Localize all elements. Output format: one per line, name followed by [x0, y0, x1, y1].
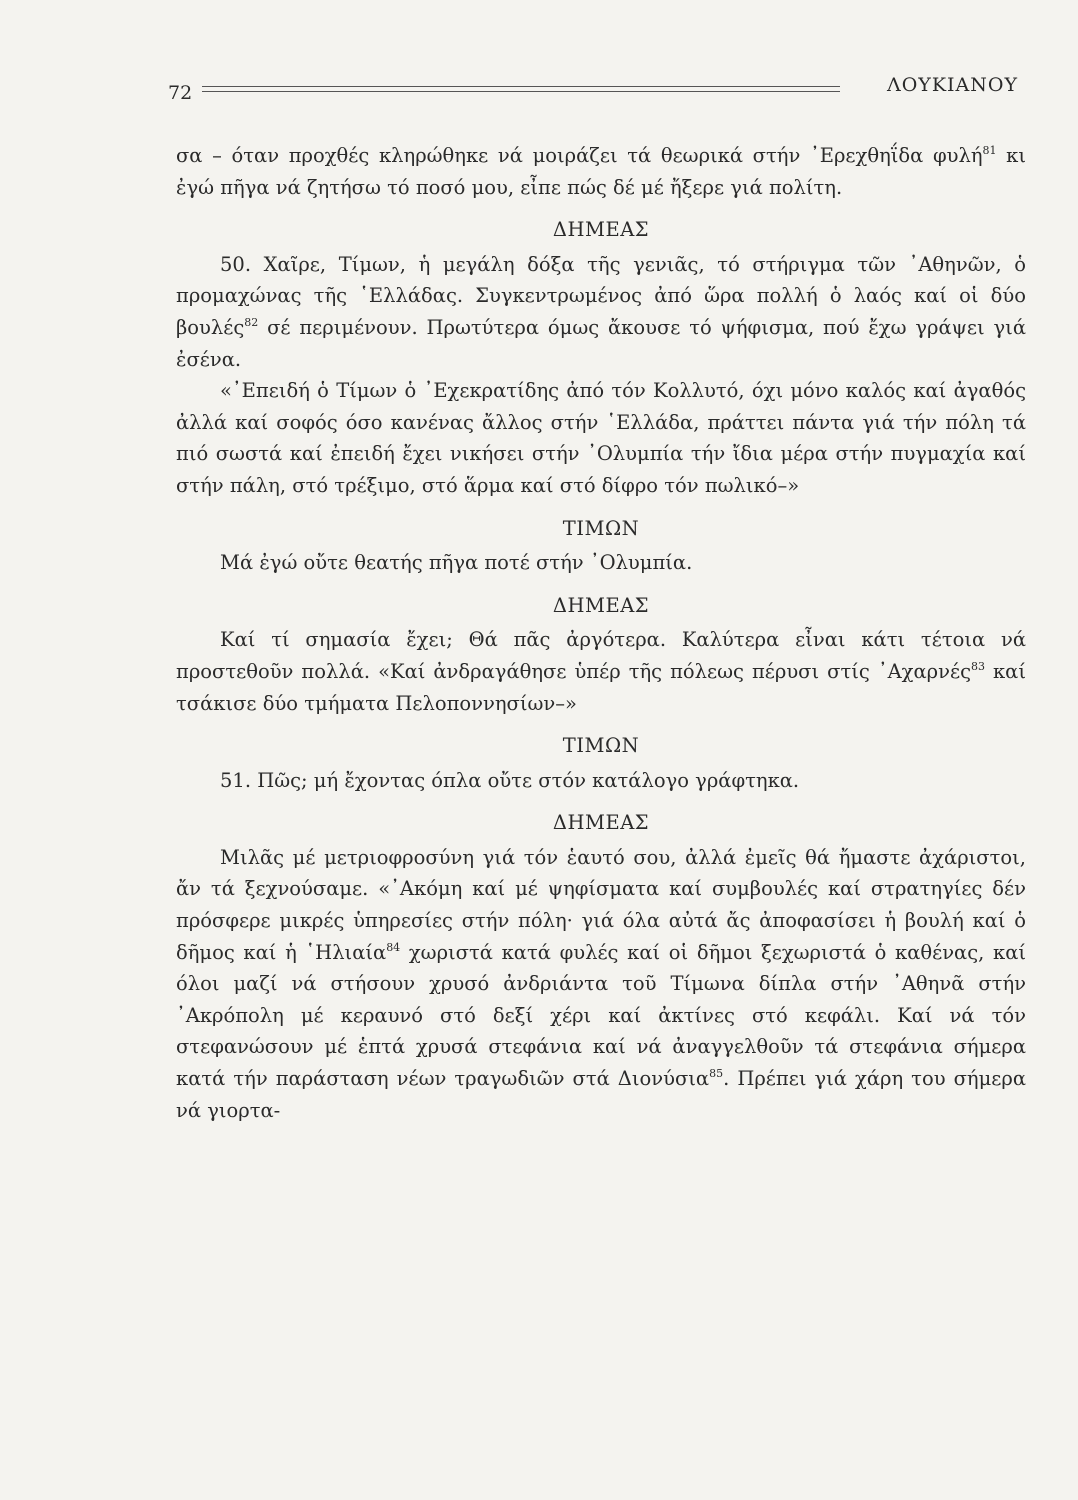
footnote-marker: 85 — [709, 1067, 724, 1081]
paragraph — [176, 624, 1026, 719]
text-run: σέ περιμένουν. Πρωτύτερα όμως ἄκουσε τό ψήφισμα, πού ἔχω γράψει γιά ἐσένα. — [176, 315, 1026, 371]
paragraph — [176, 547, 1026, 579]
text-run: σα – όταν προχθές κληρώθηκε νά μοιράζει τά θεωρικά στήν ᾽Ερεχθηΐδα φυλή — [176, 144, 983, 167]
text-run: καί τσάκισε δύο τμήματα Πελοποννησίων–» — [176, 659, 1026, 715]
paragraph — [176, 140, 1026, 203]
text-run: κι ἐγώ πῆγα νά ζητήσω τό ποσό μου, εἶπε πώς δέ μέ ἤξερε γιά πολίτη. — [176, 144, 1026, 199]
header-double-rule — [202, 86, 840, 92]
text-run: Καί τί σημασία ἔχει; Θά πᾶς ἀργότερα. Καλύτερα εἶναι κάτι τέτοια νά προστεθοῦν πολλά. «Καί ἀνδραγάθησε ὑπέρ τῆς πόλεως πέρυσι στίς ᾽Αχαρνές — [176, 628, 1026, 683]
page-number: 72 — [168, 82, 193, 104]
footnote-marker: 84 — [386, 940, 401, 954]
paragraph — [176, 842, 1026, 1126]
speaker-heading: ΤΙΜΩΝ — [562, 516, 640, 540]
speaker-heading: ΤΙΜΩΝ — [562, 734, 640, 758]
text-run: χωριστά κατά φυλές καί οἱ δῆμοι ξεχωριστά ὁ καθένας, καί όλοι μαζί νά στήσουν χρυσό ἀνδριάντα τοῦ Τίμωνα δίπλα στήν ᾽Αθηνᾶ στήν ᾽Ακρόπολη μέ κεραυνό στό δεξί χέρι καί ἀκτίνες στό κεφάλι. Καί νά τόν στεφανώσουν μέ ἑπτά χρυσά στεφάνια καί νά ἀναγγελθοῦν τά στεφάνια σήμερα κατά τήν παράσταση νέων τραγωδιῶν στά Διονύσια — [176, 940, 1027, 1091]
paragraph — [176, 375, 1026, 501]
text-run: Μιλᾶς μέ μετριοφροσύνη γιά τόν ἑαυτό σου, ἀλλά ἐμεῖς θά ἤμαστε ἀχάριστοι, ἄν τά ξεχνούσαμε. «᾽Ακόμη καί μέ ψηφίσματα καί συμβουλές καί στρατηγίες δέν πρόσφερε μικρές ὑπηρεσίες στήν πόλη· γιά όλα αὐτά ἄς ἀποφασίσει ἡ βουλή καί ὁ δῆμος καί ἡ ῾Ηλιαία — [176, 845, 1026, 964]
speaker-heading: ΔΗΜΕΑΣ — [552, 593, 650, 617]
speaker-heading: ΔΗΜΕΑΣ — [552, 811, 650, 835]
text-run: «᾽Επειδή ὁ Τίμων ὁ ᾽Εχεκρατίδης ἀπό τόν Κολλυτό, όχι μόνο καλός καί ἀγαθός ἀλλά καί σοφός όσο κανένας ἄλλος στήν ῾Ελλάδα, πράττει πάντα γιά τήν πόλη τά πιό σωστά καί ἐπειδή ἔχει νικήσει στήν ᾽Ολυμπία τήν ἴδια μέρα στήν πυγμαχία καί στήν πάλη, στό τρέξιμο, στό ἅρμα καί στό δίφρο τόν πωλικό–» — [176, 379, 1026, 497]
text-run: 50. Χαῖρε, Τίμων, ἡ μεγάλη δόξα τῆς γενιᾶς, τό στήριγμα τῶν ᾽Αθηνῶν, ὁ προμαχώνας τῆς ῾Ελλάδας. Συγκεντρωμένος ἀπό ὥρα πολλή ὁ λαός καί οἱ δύο βουλές — [176, 252, 1026, 339]
footnote-marker: 83 — [970, 659, 985, 673]
page-header — [168, 74, 1018, 104]
running-head: ΛΟΥΚΙΑΝΟΥ — [886, 74, 1018, 96]
body-text — [176, 140, 1026, 1126]
footnote-marker: 82 — [244, 315, 259, 329]
paragraph — [176, 249, 1026, 375]
speaker-heading: ΔΗΜΕΑΣ — [552, 218, 650, 242]
text-run: Μά ἐγώ οὔτε θεατής πῆγα ποτέ στήν ᾽Ολυμπία. — [220, 551, 693, 575]
text-run: 51. Πῶς; μή ἔχοντας όπλα οὔτε στόν κατάλογο γράφτηκα. — [220, 768, 800, 792]
footnote-marker: 81 — [982, 144, 997, 157]
text-run: . Πρέπει γιά χάρη του σήμερα νά γιορτα- — [176, 1067, 1026, 1122]
paragraph — [176, 765, 1026, 797]
